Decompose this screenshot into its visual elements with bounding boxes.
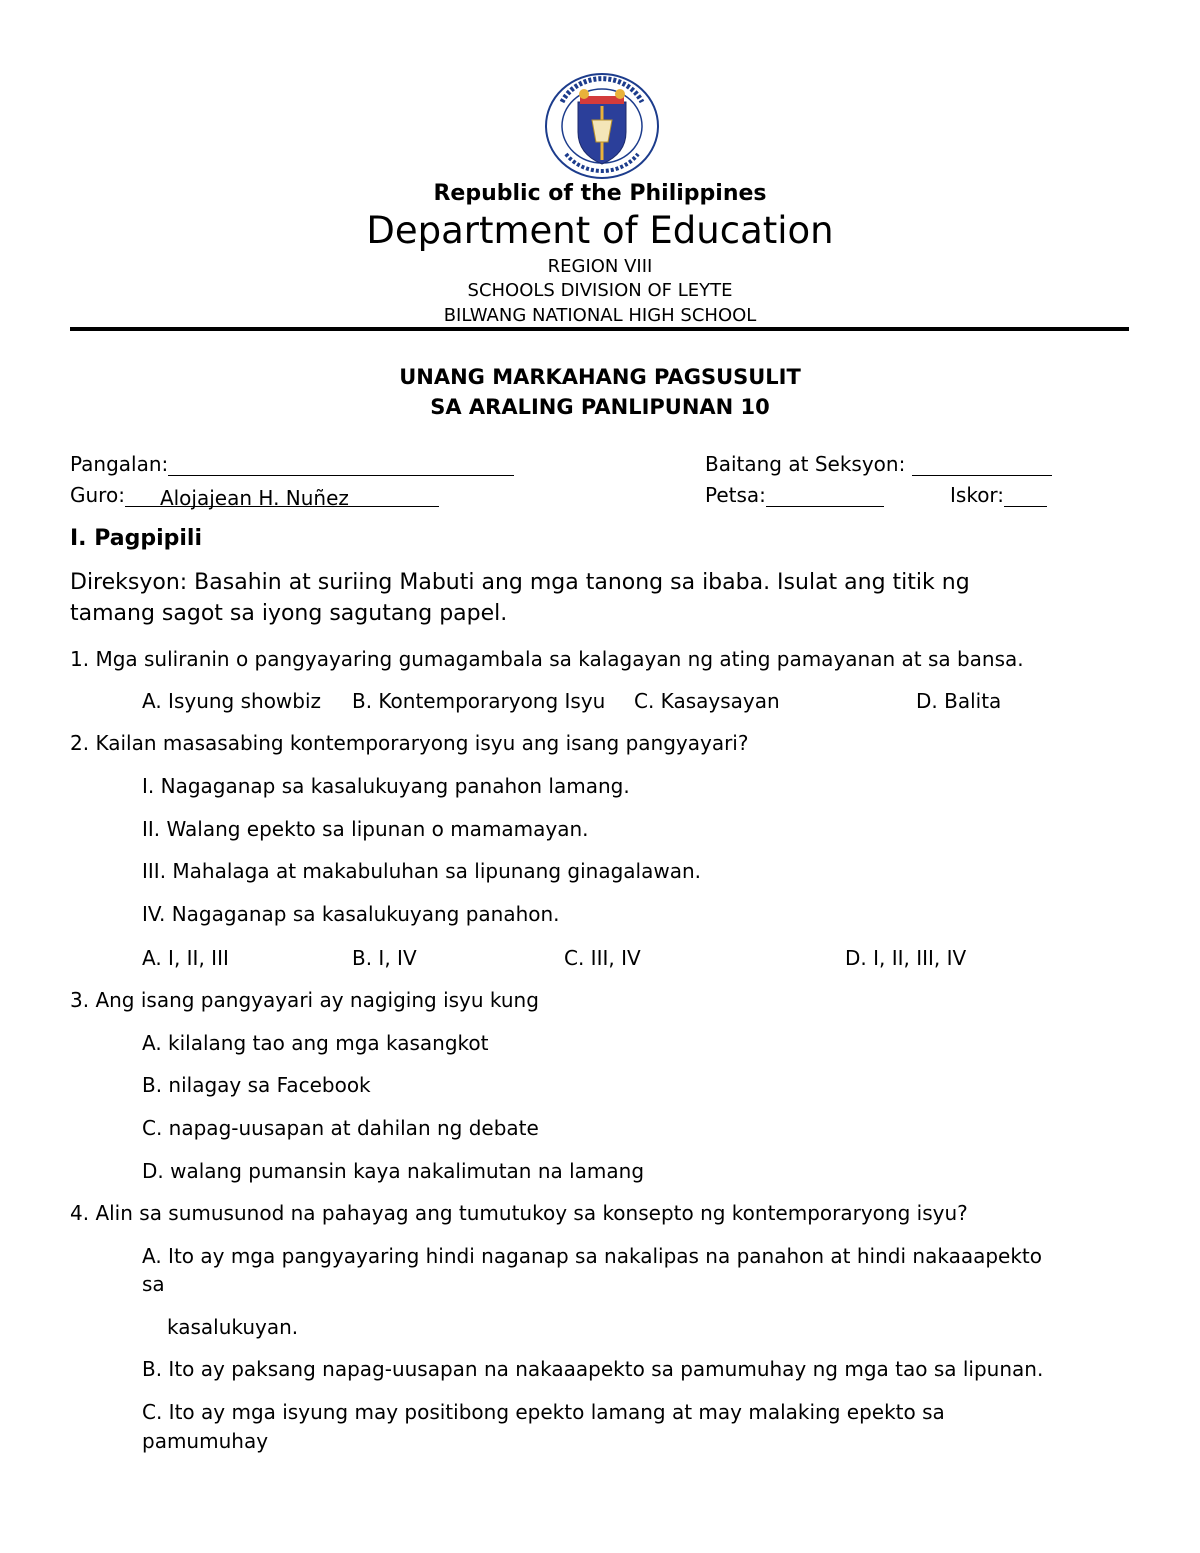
q4-choice-c-line1: C. Ito ay mga isyung may positibong epekto lamang at may malaking epekto sa [142,1400,945,1424]
q2-choice-d: D. I, II, III, IV [845,946,967,970]
score-field[interactable] [950,483,1047,507]
q2-choice-c: C. III, IV [564,946,641,970]
name-blank[interactable] [168,455,514,476]
q4-choice-c-line2: pamumuhay [142,1429,269,1453]
directions-line1: Direksyon: Basahin at suriing Mabuti ang mga tanong sa ibaba. Isulat ang titik ng [70,570,970,595]
date-blank[interactable] [766,486,884,507]
q1-choice-d: D. Balita [916,689,1002,713]
q3-text: 3. Ang isang pangyayari ay nagiging isyu kung [70,988,539,1012]
grade-label: Baitang at Seksyon: [705,452,906,476]
department-title: Department of Education [366,209,834,252]
q3-choice-d: D. walang pumansin kaya nakalimutan na lamang [142,1159,645,1183]
q2-text: 2. Kailan masasabing kontemporaryong isyu ang isang pangyayari? [70,731,749,755]
q2-choice-a: A. I, II, III [142,946,229,970]
q1-choice-b: B. Kontemporaryong Isyu [352,689,606,713]
q2-choice-b: B. I, IV [352,946,417,970]
score-label: Iskor: [950,483,1005,507]
q4-choice-a-line2: sa [142,1272,165,1296]
exam-title-line2: SA ARALING PANLIPUNAN 10 [430,395,770,419]
grade-section-field[interactable] [705,452,1052,476]
deped-seal [544,72,660,180]
q2-statement-4: IV. Nagaganap sa kasalukuyang panahon. [142,902,560,926]
teacher-field [70,483,439,510]
division-line: SCHOOLS DIVISION OF LEYTE [467,280,733,301]
q4-text: 4. Alin sa sumusunod na pahayag ang tumutukoy sa konsepto ng kontemporaryong isyu? [70,1201,968,1225]
teacher-blank [125,486,439,510]
region-line: REGION VIII [547,256,653,277]
directions-line2: tamang sagot sa iyong sagutang papel. [70,601,508,626]
republic-line: Republic of the Philippines [433,181,767,206]
date-label: Petsa: [705,483,766,507]
q1-choice-c: C. Kasaysayan [634,689,780,713]
section-title: I. Pagpipili [70,526,202,551]
name-label: Pangalan: [70,452,169,476]
name-field[interactable] [70,452,514,476]
q4-choice-a-line3: kasalukuyan. [167,1315,299,1339]
q3-choice-b: B. nilagay sa Facebook [142,1073,371,1097]
q3-choice-c: C. napag-uusapan at dahilan ng debate [142,1116,539,1140]
q2-statement-3: III. Mahalaga at makabuluhan sa lipunang ginagalawan. [142,859,701,883]
exam-title-line1: UNANG MARKAHANG PAGSUSULIT [399,365,801,389]
q3-choice-a: A. kilalang tao ang mga kasangkot [142,1031,489,1055]
q4-choice-a-line1: A. Ito ay mga pangyayaring hindi naganap sa nakalipas na panahon at hindi nakaaapekto [142,1244,1042,1268]
q1-choice-a: A. Isyung showbiz [142,689,322,713]
q4-choice-b: B. Ito ay paksang napag-uusapan na nakaaapekto sa pamumuhay ng mga tao sa lipunan. [142,1357,1044,1381]
teacher-value: Alojajean H. Nuñez [159,486,349,510]
date-field[interactable] [705,483,884,507]
header-divider [70,327,1129,331]
score-blank[interactable] [1004,486,1047,507]
school-line: BILWANG NATIONAL HIGH SCHOOL [443,305,757,326]
q2-statement-1: I. Nagaganap sa kasalukuyang panahon lamang. [142,774,630,798]
q2-statement-2: II. Walang epekto sa lipunan o mamamayan. [142,817,589,841]
grade-blank[interactable] [912,455,1052,476]
q1-text: 1. Mga suliranin o pangyayaring gumagambala sa kalagayan ng ating pamayanan at sa bansa. [70,647,1024,671]
teacher-label: Guro: [70,483,125,507]
